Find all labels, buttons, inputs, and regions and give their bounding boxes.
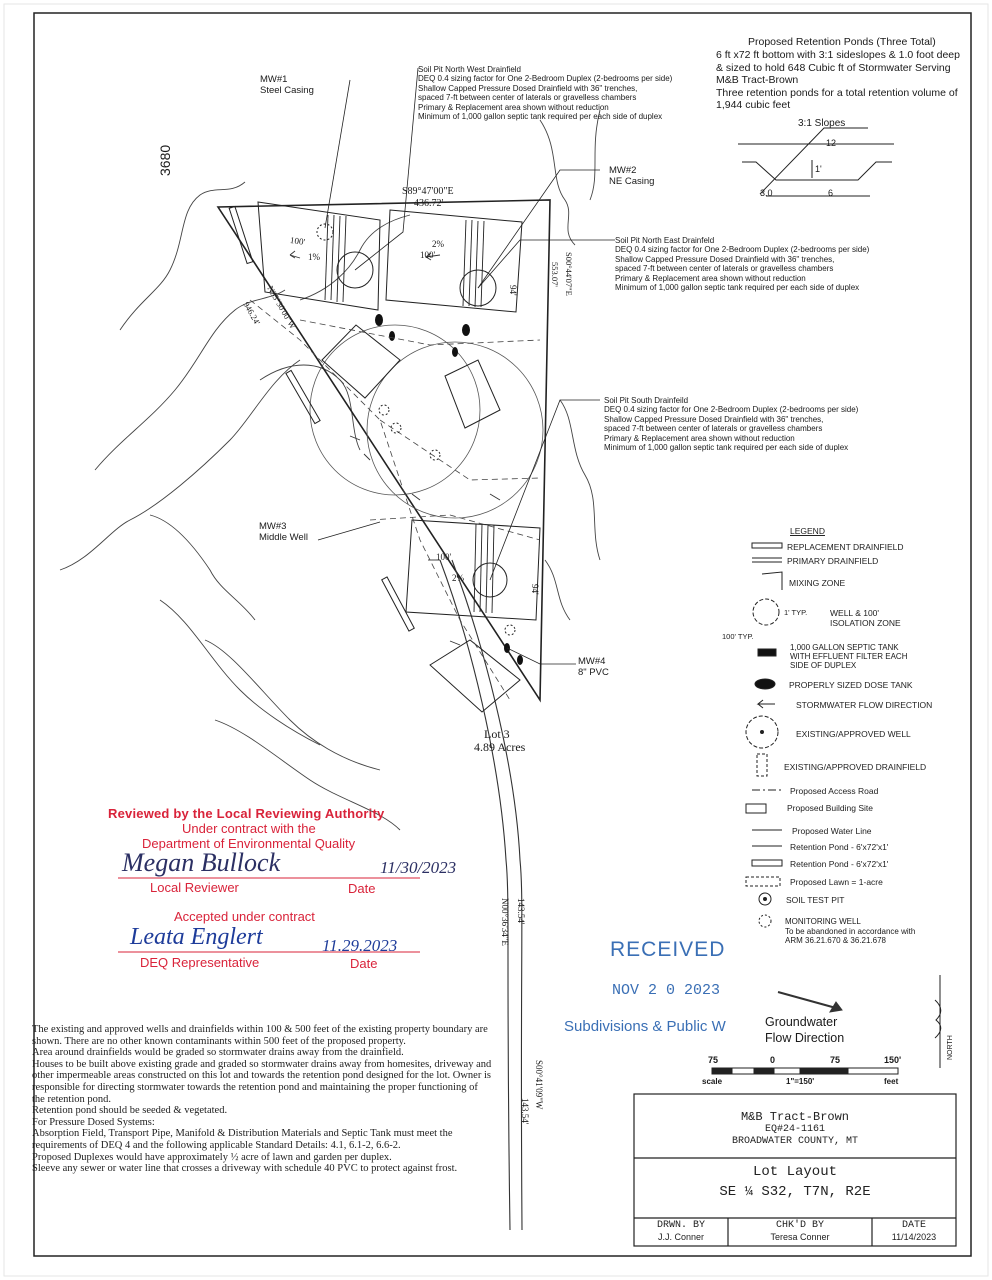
note-line: Minimum of 1,000 gallon septic tank required per each side of duplex: [615, 283, 860, 293]
retention-ponds: [229, 206, 414, 631]
note-line: Primary & Replacement area shown without reduction: [615, 273, 806, 283]
mw4-name: MW#4: [578, 656, 606, 667]
note-paragraph: Retention pond should be seeded & vegetated.: [32, 1105, 228, 1117]
scale-v2: 0: [770, 1055, 776, 1065]
groundwater-label: [765, 1014, 844, 1046]
accepted-label: Accepted under contract: [174, 909, 315, 924]
deq-signature-date: 11.29.2023: [322, 936, 398, 955]
legend-lawn: Proposed Lawn = 1-acre: [790, 877, 883, 887]
legend-well-zone: WELL & 100' ISOLATION ZONE: [830, 608, 901, 628]
mw4-label: [578, 656, 609, 678]
legend-typ-100: 100' TYP.: [722, 632, 754, 641]
bearing-left: N35°30'00"W: [265, 284, 299, 331]
mw3-casing: Middle Well: [259, 532, 308, 543]
note-line: spaced 7-ft between center of laterals or gravelless chambers: [615, 264, 834, 274]
tb-sheet: Lot Layout: [752, 1164, 837, 1180]
tb-drawn: J.J. Conner: [657, 1232, 705, 1242]
soil-pit-nw-note: [418, 65, 672, 121]
isolation-zones: [310, 325, 543, 518]
retention-title: Proposed Retention Ponds (Three Total): [748, 36, 936, 48]
dim-100-ne: 100': [420, 250, 436, 260]
retention-line: Three retention ponds for a total retention volume of: [716, 86, 958, 99]
local-reviewer-signature: Megan Bullock: [122, 848, 281, 877]
lot-name: Lot 3: [484, 727, 510, 741]
legend-title: LEGEND: [790, 526, 825, 536]
mw1-casing: Steel Casing: [260, 85, 314, 96]
slopes-label: 3:1 Slopes: [798, 118, 846, 129]
tb-project: M&B Tract-Brown: [740, 1110, 850, 1124]
dim-100-nw: 100': [289, 234, 306, 248]
legend-primary: PRIMARY DRAINFIELD: [787, 556, 879, 566]
tb-checked: Teresa Conner: [770, 1232, 830, 1242]
note-line: Primary & Replacement area shown without reduction: [418, 102, 609, 112]
dist-top: 436.72': [414, 198, 444, 209]
local-reviewer-label: Local Reviewer: [150, 880, 239, 895]
dim-100-s: 100': [436, 552, 452, 562]
topo-contours: [60, 110, 600, 830]
scale-unit: feet: [884, 1077, 899, 1086]
note-line: Shallow Capped Pressure Dosed Drainfield with 36" trenches,: [604, 414, 824, 424]
note-line: Shallow Capped Pressure Dosed Drainfield with 36" trenches,: [615, 254, 835, 264]
general-notes: [32, 1024, 492, 1175]
soil-pit-s-note: [604, 396, 858, 452]
pct-1-nw: 1%: [308, 252, 320, 262]
deq-rep-label: DEQ Representative: [140, 955, 260, 970]
legend-septic: [790, 643, 908, 670]
note-paragraph: Absorption Field, Transport Pipe, Manifold & Distribution Materials and Septic Tank must meet the requirements of DEQ 4 and the following applicable Standard Details: 4.1, 6.1-2, 6.6-2.: [32, 1128, 453, 1151]
pond-cross-section: [738, 128, 894, 196]
scale-label: scale: [702, 1077, 723, 1086]
bearing-road2: S00°41'09"W: [534, 1060, 544, 1110]
dim-94-s: 94': [530, 584, 540, 595]
note-line: DEQ 0.4 sizing factor for One 2-Bedroom Duplex (2-bedrooms per side): [418, 74, 673, 84]
groundwater-line: Flow Direction: [765, 1031, 845, 1045]
note-paragraph: Proposed Duplexes would have approximately ½ acre of lawn and garden per duplex.: [32, 1151, 392, 1163]
dist-left: 946.24': [241, 300, 263, 327]
note-line: Soil Pit North West Drainfield: [418, 65, 521, 74]
dim-94-ne: 94': [508, 285, 518, 296]
bearing-road: N00°36'34"E: [500, 898, 510, 946]
bearing-top: S89°47'00"E: [402, 186, 454, 197]
local-reviewer-date: 11/30/2023: [380, 858, 457, 877]
received-dept: Subdivisions & Public W: [564, 1018, 726, 1035]
legend-mixing: MIXING ZONE: [789, 578, 846, 588]
elevation-label: 3680: [157, 144, 173, 176]
legend-building-site: Proposed Building Site: [787, 803, 874, 813]
retention-line: 1,944 cubic feet: [716, 99, 791, 111]
dist-road: 143.54': [516, 898, 526, 925]
note-paragraph: Area around drainfields would be graded so stormwater drains away from the drainfield.: [32, 1047, 404, 1059]
lot-area: 4.89 Acres: [474, 740, 526, 754]
mw1-label: [260, 74, 314, 96]
note-line: Shallow Capped Pressure Dosed Drainfield with 36" trenches,: [418, 83, 638, 93]
received-date: NOV 2 0 2023: [612, 982, 721, 999]
tb-county: BROADWATER COUNTY, MT: [731, 1136, 859, 1147]
legend-pond-2: Retention Pond - 6'x72'x1': [790, 859, 889, 869]
scale-v3: 75: [830, 1055, 841, 1065]
legend-dose-tank: PROPERLY SIZED DOSE TANK: [789, 680, 913, 690]
north-arrow: [935, 975, 941, 1068]
legend-access-road: Proposed Access Road: [790, 786, 879, 796]
scale-bar: [712, 1068, 898, 1074]
dim-top: 12: [826, 138, 837, 148]
note-paragraph: For Pressure Dosed Systems:: [32, 1116, 155, 1128]
legend-existing-drainfield: EXISTING/APPROVED DRAINFIELD: [784, 762, 927, 772]
pct-2-ne: 2%: [432, 239, 444, 249]
pct-2-s: 2%: [452, 573, 464, 583]
scale-v1: 75: [708, 1055, 719, 1065]
retention-lines: [716, 49, 960, 112]
mw3-label: [259, 521, 308, 543]
received-stamp: RECEIVED: [610, 938, 726, 961]
dim-bottom: 6: [828, 188, 834, 198]
soil-pit-ne-note: [615, 236, 869, 292]
review-stamp-line-3: Department of Environmental Quality: [142, 836, 356, 851]
mw2-casing: NE Casing: [609, 176, 655, 187]
legend-pond-1: Retention Pond - 6'x72'x1': [790, 842, 889, 852]
note-paragraph: Houses to be built above existing grade and graded so stormwater drains away from homesites, driveway and other impermeable areas constructed on this lot and towards the retention pond designed for the lot. Owner is responsible for directing stormwater towards the retention pond and maintaining the proper functioning of the retention pond.: [32, 1058, 492, 1105]
retention-line: 6 ft x72 ft bottom with 3:1 sideslopes & 1.0 foot deep: [716, 49, 960, 61]
legend-monitoring: [785, 917, 915, 946]
tb-eq: EQ#24-1161: [764, 1124, 825, 1135]
legend-monitoring-line: MONITORING WELL: [785, 917, 861, 926]
tb-location: SE ¼ S32, T7N, R2E: [719, 1184, 871, 1200]
stormwater-flow-arrows: [290, 251, 500, 645]
mw1-name: MW#1: [260, 74, 288, 85]
tb-date-label: DATE: [901, 1220, 926, 1231]
tb-date: 11/14/2023: [891, 1232, 937, 1242]
legend-symbols: [746, 543, 782, 927]
note-paragraph: The existing and approved wells and drainfields within 100 & 500 feet of the existing property boundary are shown. There are no other known contaminants within 500 feet of the proposed property.: [32, 1024, 488, 1047]
dist-right: 553.07': [550, 262, 560, 287]
legend-water-line: Proposed Water Line: [792, 826, 872, 836]
legend-soil-pit: SOIL TEST PIT: [786, 895, 845, 905]
legend-monitoring-line: ARM 36.21.670 & 36.21.678: [785, 936, 886, 945]
local-reviewer-date-label: Date: [348, 881, 376, 896]
tb-checked-label: CHK'D BY: [775, 1220, 824, 1231]
legend-septic-line: 1,000 GALLON SEPTIC TANK: [790, 643, 899, 652]
mw2-name: MW#2: [609, 165, 637, 176]
review-stamp-line-2: Under contract with the: [182, 821, 316, 836]
retention-line: M&B Tract-Brown: [716, 74, 799, 86]
north-label: NORTH: [947, 1035, 954, 1060]
groundwater-arrow: [778, 992, 842, 1012]
mw4-casing: 8" PVC: [578, 667, 609, 678]
dose-tanks: [375, 314, 523, 665]
note-line: Primary & Replacement area shown without reduction: [604, 433, 795, 443]
note-line: DEQ 0.4 sizing factor for One 2-Bedroom Duplex (2-bedrooms per side): [615, 245, 870, 255]
scale-ratio: 1"=150': [786, 1077, 815, 1086]
deq-date-label: Date: [350, 956, 378, 971]
legend-flow: STORMWATER FLOW DIRECTION: [796, 700, 933, 710]
deq-signature: Leata Englert: [130, 924, 263, 950]
note-line: Minimum of 1,000 gallon septic tank required per each side of duplex: [604, 443, 849, 453]
note-line: spaced 7-ft between center of laterals or gravelless chambers: [604, 424, 823, 434]
legend-typ: 1' TYP.: [784, 608, 808, 617]
property-boundary: [218, 200, 550, 700]
note-line: Minimum of 1,000 gallon septic tank required per each side of duplex: [418, 112, 663, 122]
dim-side: 3.0: [760, 188, 773, 198]
legend-septic-line: WITH EFFLUENT FILTER EACH: [790, 652, 908, 661]
mw3-name: MW#3: [259, 521, 287, 532]
legend-replacement: REPLACEMENT DRAINFIELD: [787, 542, 904, 552]
dist-road2: 143.54': [520, 1098, 530, 1125]
legend-septic-line: SIDE OF DUPLEX: [790, 661, 857, 670]
scale-v4: 150': [884, 1055, 902, 1065]
retention-line: & sized to hold 648 Cubic ft of Stormwater Serving: [716, 61, 951, 74]
note-line: Soil Pit North East Drainfeld: [615, 236, 715, 245]
groundwater-line: Groundwater: [765, 1015, 838, 1029]
review-stamp-line-1: Reviewed by the Local Reviewing Authority: [108, 806, 385, 821]
note-paragraph: Sleeve any sewer or water line that crosses a driveway with schedule 40 PVC to protect against frost.: [32, 1163, 458, 1175]
dim-depth: 1': [815, 164, 822, 174]
mw2-label: [609, 165, 654, 187]
bearing-right: S00°44'07"E: [564, 252, 574, 296]
note-line: spaced 7-ft between center of laterals or gravelless chambers: [418, 93, 637, 103]
tb-drawn-label: DRWN. BY: [656, 1220, 705, 1231]
note-line: DEQ 0.4 sizing factor for One 2-Bedroom Duplex (2-bedrooms per side): [604, 405, 859, 415]
legend-existing-well: EXISTING/APPROVED WELL: [796, 729, 911, 739]
water-lines: [250, 300, 540, 700]
note-line: Soil Pit South Drainfeild: [604, 396, 689, 405]
legend-monitoring-line: To be abandoned in accordance with: [785, 926, 916, 936]
